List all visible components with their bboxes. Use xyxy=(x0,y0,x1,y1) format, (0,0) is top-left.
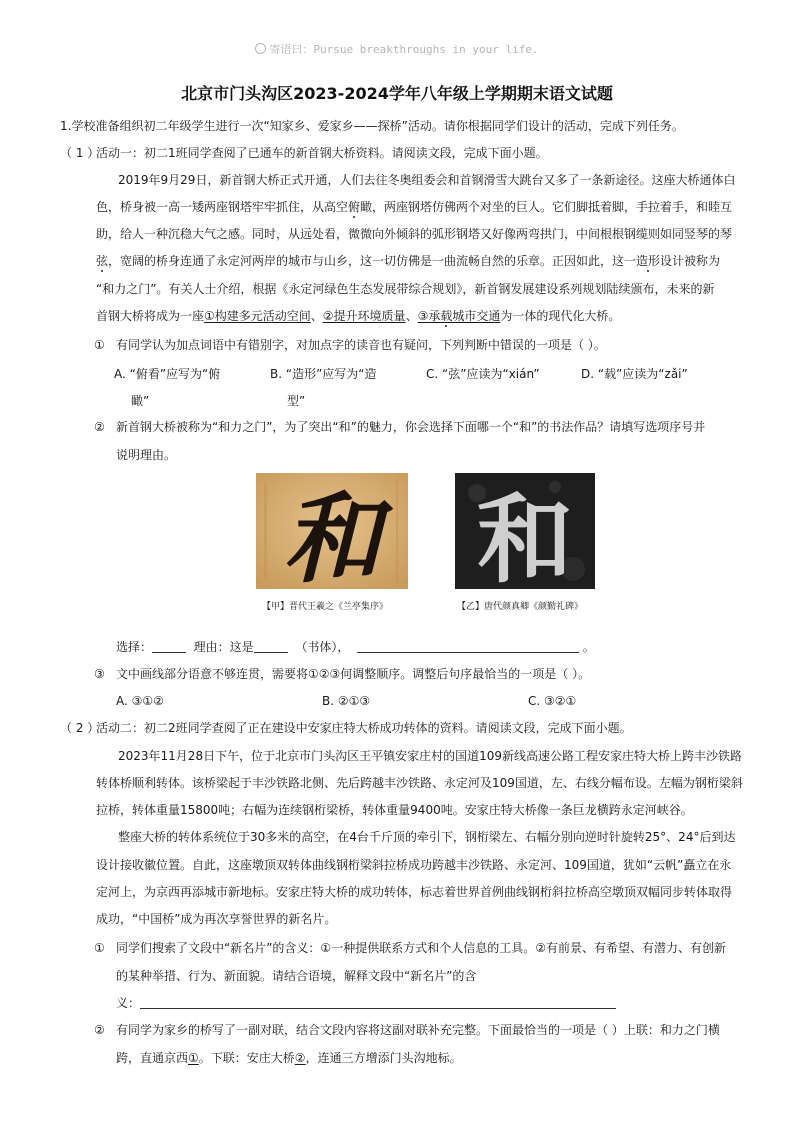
passage-2-line-3: 拉桥，转体重量15800吨；右幅为连续钢桁梁桥，转体重量9400吨。安家庄特大桥像一条巨龙横跨永定河峡谷。 xyxy=(96,803,693,817)
blank-new-card-meaning[interactable] xyxy=(140,996,616,1009)
subquestion-3-stem: 文中画线部分语意不够连贯，需要将①②③何调整顺序。调整后句序最恰当的一项是（ ）。 xyxy=(116,667,591,681)
option-c[interactable]: C. “弦”应读为“xián” xyxy=(426,367,540,381)
part2-subquestion-2-line-2: 跨，直通京西①。下联：安庄大桥②，连通三方增添门头沟地标。 xyxy=(116,1051,462,1065)
dotted-char-xian: 弦 xyxy=(96,254,109,268)
answer-line: 选择： 理由：这是 （书体）， 。 xyxy=(116,640,595,654)
watermark: 寄语曰：Pursue breakthroughs in your life. xyxy=(0,41,794,57)
underlined-phrase-1: ①构建多元活动空间 xyxy=(204,309,311,323)
part2-subquestion-1-line-2: 的某种举措、行为、新面貌。请结合语境，解释文段中“新名片”的含 xyxy=(116,969,477,983)
page-title: 北京市门头沟区2023-2024学年八年级上学期期末语文试题 xyxy=(181,84,613,103)
calligraphy-image-yan-zhenqing xyxy=(455,473,595,589)
blank-choice[interactable] xyxy=(152,640,186,653)
part-1-number: （ 1 ） xyxy=(60,146,100,160)
passage-1-line-2: 色，桥身被一高一矮两座钢塔牢牢抓住，从高空俯瞰，两座钢塔仿佛两个对坐的巨人。它们脚抵着脚，手拉着手，和睦互 xyxy=(96,200,733,214)
passage-1-line-3: 助，给人一种沉稳大气之感。同时，从远处看，微微向外倾斜的弧形钢塔又好像两弯拱门，中间根根钢缆则如同竖琴的琴 xyxy=(96,227,733,241)
passage-3-line-1: 整座大桥的转体系统位于30多米的高空，在4台千斤顶的牵引下，钢桁梁左、右幅分别向逆时针旋转25°、24°后到达 xyxy=(118,830,736,844)
passage-1-line-6: 首钢大桥将成为一座①构建多元活动空间、②提升环境质量、③承载城市交通为一体的现代化大桥。 xyxy=(96,309,621,323)
question-1-intro: 1.学校准备组织初二年级学生进行一次“知家乡、爱家乡——探桥”活动。请你根据同学们设计的活动，完成下列任务。 xyxy=(60,119,684,133)
sq3-option-a[interactable]: A. ③①② xyxy=(116,694,164,708)
option-a[interactable]: A. “俯看”应写为“俯 瞰” xyxy=(114,367,221,408)
part-2-number: （ 2 ） xyxy=(60,721,100,735)
part2-subquestion-2-line-1: 有同学为家乡的桥写了一副对联，结合文段内容将这副对联补充完整。下面最恰当的一项是（ ）上联：和力之门横 xyxy=(116,1023,720,1037)
part-2-intro: 活动二：初二2班同学查阅了正在建设中安家庄特大桥成功转体的资料。请阅读文段，完成下面小题。 xyxy=(96,721,632,735)
passage-1-line-1: 2019年9月29日，新首钢大桥正式开通，人们去往冬奥组委会和首钢滑雪大跳台又多了一条新途径。这座大桥通体白 xyxy=(118,173,736,187)
sq3-option-c[interactable]: C. ③②① xyxy=(528,694,577,708)
passage-1-line-4: 弦，宽阔的桥身连通了永定河两岸的城市与山乡，这一切仿佛是一曲流畅自然的乐章。正因如此，这一造形设计被称为 xyxy=(96,254,721,268)
subquestion-3-number: ③ xyxy=(94,667,105,681)
passage-3-line-4: 成功，“中国桥”成为再次享誉世界的新名片。 xyxy=(96,912,337,926)
passage-1-line-5: “和力之门”。有关人士介绍，根据《永定河绿色生态发展带综合规划》，新首钢发展建设系列规划陆续颁布，未来的新 xyxy=(96,282,715,296)
subquestion-2-stem-line-1: 新首钢大桥被称为“和力之门”，为了突出“和”的魅力，你会选择下面哪一个“和”的书法作品？请填写选项序号并 xyxy=(116,420,706,434)
part2-subquestion-2-number: ② xyxy=(94,1023,105,1037)
passage-2-line-2: 转体桥顺利转体。该桥梁起于丰沙铁路北侧、先后跨越丰沙铁路、永定河及109国道，左、右线分幅布设。左幅为钢桁梁斜 xyxy=(96,776,743,790)
smiley-icon xyxy=(255,43,266,54)
part2-subquestion-1-line-1: 同学们搜索了文段中“新名片”的含义：①一种提供联系方式和个人信息的工具。②有前景、有希望、有潜力、有创新 xyxy=(116,941,726,955)
couplet-blank-2[interactable]: ② xyxy=(294,1051,306,1065)
dotted-char-fu: 俯 xyxy=(348,200,361,214)
part2-subquestion-1-line-3: 义： xyxy=(116,995,616,1011)
dotted-word-zaoxing: 造形 xyxy=(636,254,661,268)
blank-reason[interactable] xyxy=(357,640,579,653)
calligraphy-char-a: 和 xyxy=(282,482,382,589)
passage-2-line-1: 2023年11月28日下午，位于北京市门头沟区王平镇安家庄村的国道109新线高速公路工程安家庄特大桥上跨丰沙铁路 xyxy=(118,749,742,763)
underlined-phrase-3: ③承载城市交通 xyxy=(417,309,501,323)
calligraphy-image-wang-xizhi xyxy=(256,473,408,589)
underlined-phrase-2: ②提升环境质量 xyxy=(322,309,406,323)
part-1-intro: 活动一：初二1班同学查阅了已通车的新首钢大桥资料。请阅读文段，完成下面小题。 xyxy=(96,146,548,160)
couplet-blank-1[interactable]: ① xyxy=(188,1051,199,1065)
passage-3-line-2: 设计接收徽位置。自此，这座墩顶双转体曲线钢桁梁斜拉桥成功跨越丰沙铁路、永定河、109国道，犹如“云帆”矗立在永 xyxy=(96,858,732,872)
subquestion-2-stem-line-2: 说明理由。 xyxy=(116,448,177,462)
option-d[interactable]: D. “载”应读为“zǎi” xyxy=(581,367,688,381)
subquestion-1-number: ① xyxy=(94,338,105,352)
passage-3-line-3: 定河上，为京西再添城市新地标。安家庄特大桥的成功转体，标志着世界首例曲线钢桁斜拉桥高空墩顶双幅同步转体取得 xyxy=(96,885,733,899)
part2-subquestion-1-number: ① xyxy=(94,941,105,955)
calligraphy-char-b: 和 xyxy=(477,483,573,589)
dotted-char-zai: 载 xyxy=(440,309,453,323)
caption-b: 【乙】唐代颜真卿《颜勤礼碑》 xyxy=(457,602,584,612)
caption-a: 【甲】晋代王羲之《兰亭集序》 xyxy=(262,602,389,612)
option-b[interactable]: B. “造形”应写为“造 型” xyxy=(270,367,377,408)
subquestion-1-stem: 有同学认为加点词语中有错别字，对加点字的读音也有疑问，下列判断中错误的一项是（ ）。 xyxy=(116,338,606,352)
blank-script-style[interactable] xyxy=(254,640,288,653)
sq3-option-b[interactable]: B. ②①③ xyxy=(322,694,371,708)
subquestion-2-number: ② xyxy=(94,420,105,434)
